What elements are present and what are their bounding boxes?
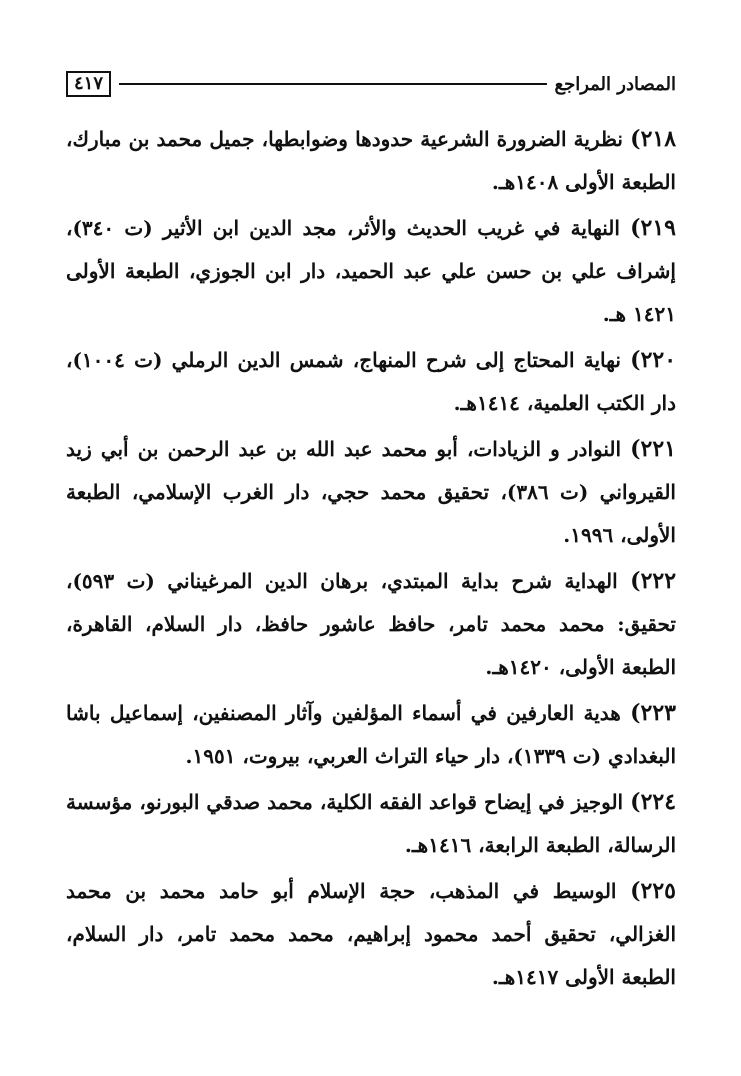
reference-number: ٢١٩)	[630, 215, 676, 241]
reference-number: ٢٢٠)	[630, 347, 677, 373]
reference-number: ٢٢٤)	[630, 789, 677, 815]
reference-text: نظرية الضرورة الشرعية حدودها وضوابطها، جميل محمد بن مبارك، الطبعة الأولى ١٤٠٨هـ.	[66, 127, 676, 194]
reference-text: النوادر و الزيادات، أبو محمد عبد الله بن عبد الرحمن بن أبي زيد القيرواني (ت ٣٨٦)، تحقيق محمد حجي، دار الغرب الإسلامي، الطبعة الأولى، ١٩٩٦.	[66, 437, 676, 547]
reference-entry	[66, 428, 676, 557]
reference-number: ٢٢٢)	[630, 568, 677, 594]
reference-entry	[66, 781, 676, 867]
reference-entry	[66, 692, 676, 778]
reference-number: ٢٢١)	[630, 436, 676, 462]
reference-number: ٢٢٥)	[630, 878, 676, 904]
header-rule	[119, 83, 546, 85]
page-number: ٤١٧	[66, 71, 111, 97]
reference-text: النهاية في غريب الحديث والأثر، مجد الدين ابن الأثير (ت ٣٤٠)، إشراف علي بن حسن علي عبد الحميد، دار ابن الجوزي، الطبعة الأولى ١٤٢١ هـ.	[66, 216, 676, 326]
reference-text: الوسيط في المذهب، حجة الإسلام أبو حامد محمد بن محمد الغزالي، تحقيق أحمد محمود إبراهيم، محمد محمد تامر، دار السلام، الطبعة الأولى ١٤١٧هـ.	[66, 879, 676, 989]
page-header	[66, 70, 676, 98]
reference-entry	[66, 118, 676, 204]
reference-text: الوجيز في إيضاح قواعد الفقه الكلية، محمد صدقي البورنو، مؤسسة الرسالة، الطبعة الرابعة، ١٤١٦هـ.	[66, 790, 676, 857]
reference-entry	[66, 870, 676, 999]
reference-number: ٢٢٣)	[630, 700, 676, 726]
reference-entry	[66, 339, 676, 425]
reference-text: الهداية شرح بداية المبتدي، برهان الدين المرغيناني (ت ٥٩٣)، تحقيق: محمد محمد تامر، حافظ عاشور حافظ، دار السلام، القاهرة، الطبعة الأولى، ١٤٢٠هـ.	[66, 569, 676, 679]
reference-entry	[66, 560, 676, 689]
reference-number: ٢١٨)	[630, 126, 677, 152]
references-list	[66, 118, 676, 1002]
reference-text: نهاية المحتاج إلى شرح المنهاج، شمس الدين الرملي (ت ١٠٠٤)، دار الكتب العلمية، ١٤١٤هـ.	[66, 348, 676, 415]
running-title: المصادر المراجع	[554, 73, 676, 95]
reference-text: هدية العارفين في أسماء المؤلفين وآثار المصنفين، إسماعيل باشا البغدادي (ت ١٣٣٩)، دار حياء التراث العربي، بيروت، ١٩٥١.	[66, 701, 676, 768]
reference-entry	[66, 207, 676, 336]
